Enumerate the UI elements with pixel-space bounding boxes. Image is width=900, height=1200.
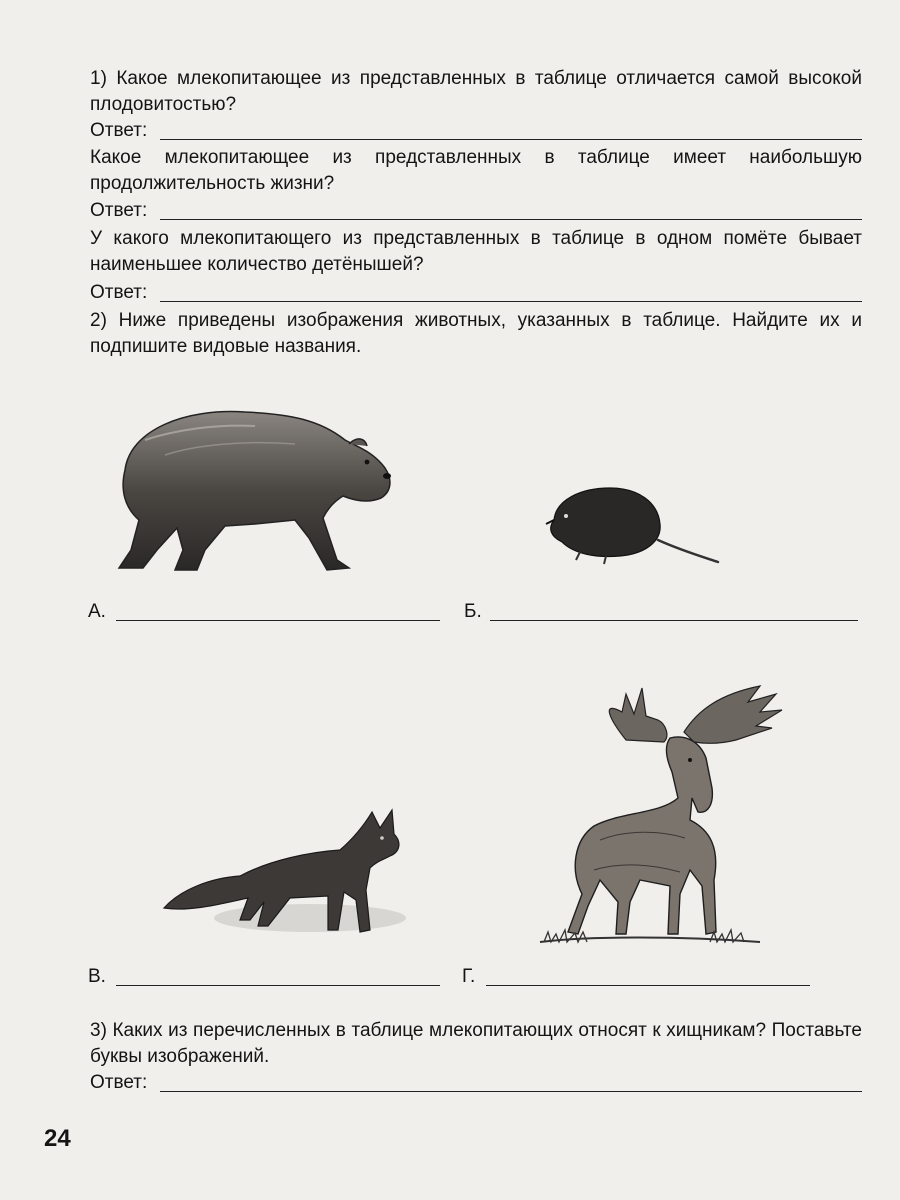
answer-label: Ответ: [90,282,148,303]
caption-label-g: Г. [462,966,476,987]
caption-label-v: В. [88,966,106,987]
caption-a[interactable] [88,600,440,624]
answer-rule [160,219,862,220]
caption-label-b: Б. [464,601,482,622]
question-2: 2) Ниже приведены изображения животных, указанных в таблице. Найдите их и подпишите видовые названия. [90,310,862,357]
moose-icon [530,680,790,950]
fox-icon [160,800,410,940]
answer-line-1c[interactable] [90,280,862,306]
bear-icon [105,400,395,575]
caption-rule-a [116,620,440,621]
answer-label: Ответ: [90,120,148,141]
caption-rule-g [486,985,810,986]
page-number: 24 [44,1125,71,1152]
answer-line-3[interactable] [90,1070,862,1096]
caption-label-a: А. [88,601,106,622]
answer-rule [160,139,862,140]
caption-g[interactable] [462,965,810,989]
answer-label: Ответ: [90,1072,148,1093]
question-1c: У какого млекопитающего из представленных в таблице в одном помёте бывает наименьшее количество детёнышей? [90,228,862,275]
caption-v[interactable] [88,965,440,989]
caption-rule-b [490,620,858,621]
answer-line-1b[interactable] [90,198,862,224]
question-1a: 1) Какое млекопитающее из представленных в таблице отличается самой высокой плодовитостью? [90,68,862,115]
answer-line-1a[interactable] [90,118,862,144]
question-3: 3) Каких из перечисленных в таблице млекопитающих относят к хищникам? Поставьте буквы изображений. [90,1020,862,1067]
caption-b[interactable] [464,600,858,624]
caption-rule-v [116,985,440,986]
answer-rule [160,1091,862,1092]
answer-label: Ответ: [90,200,148,221]
question-1b: Какое млекопитающее из представленных в таблице имеет наибольшую продолжительность жизни? [90,147,862,194]
vole-icon [540,480,720,570]
answer-rule [160,301,862,302]
